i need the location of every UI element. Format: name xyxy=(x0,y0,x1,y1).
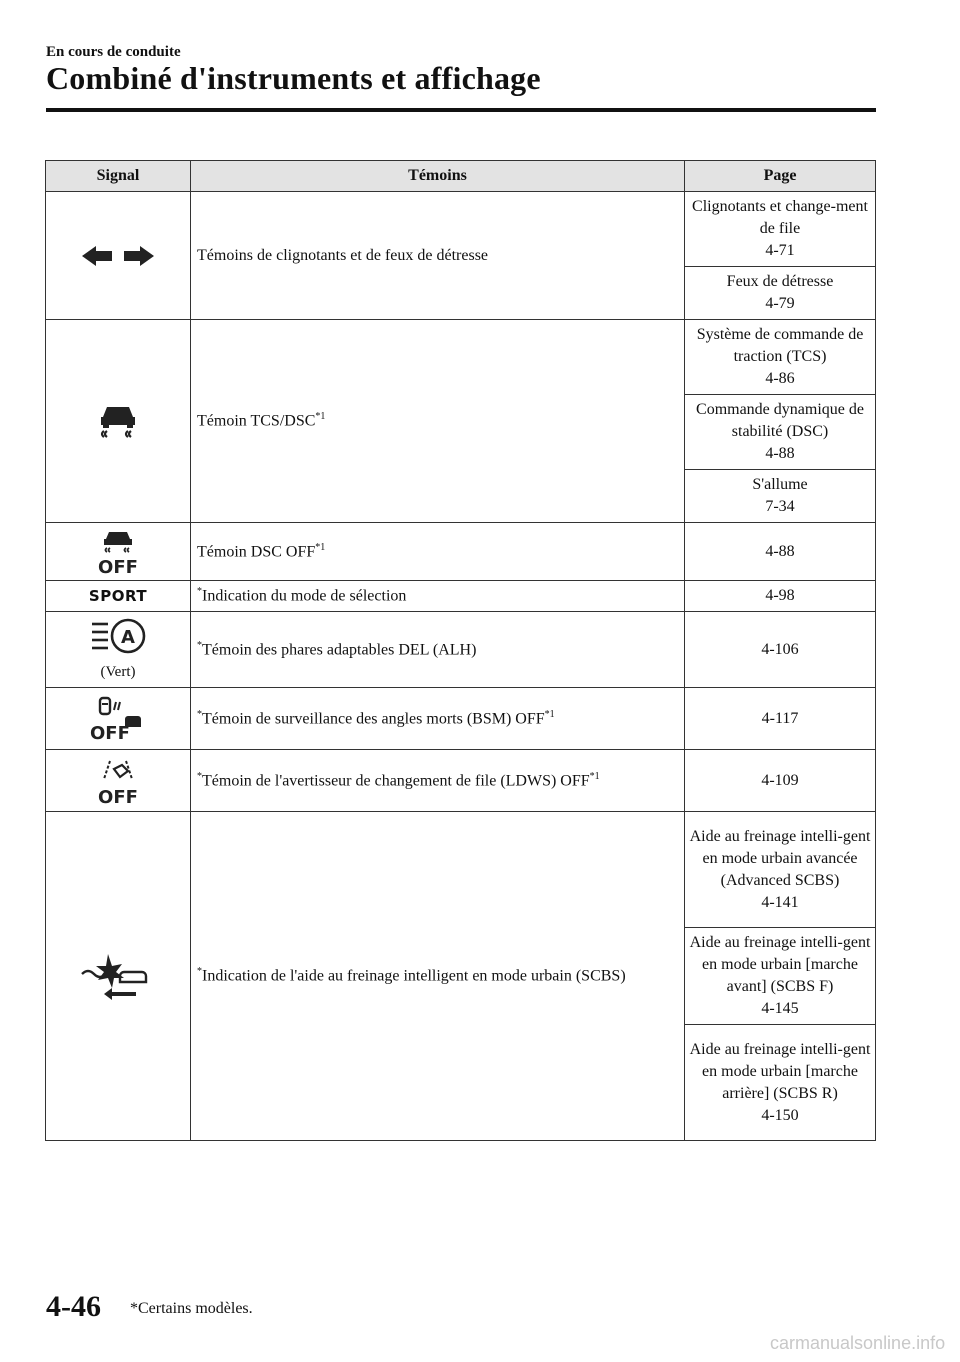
signal-cell xyxy=(46,320,191,523)
desc-cell xyxy=(191,612,685,688)
turn-signal-arrows-icon xyxy=(80,244,156,268)
off-label: OFF xyxy=(90,722,130,742)
off-label: OFF xyxy=(98,556,138,575)
page-ref: Clignotants et change-ment de file 4-71 xyxy=(685,192,876,267)
asterisk-mark: * xyxy=(197,586,202,598)
desc-cell xyxy=(191,192,685,320)
footnote: *Certains modèles. xyxy=(130,1300,253,1317)
page-ref: 4-98 xyxy=(685,581,876,612)
footnote-mark: *1 xyxy=(315,541,326,553)
page-ref: 4-106 xyxy=(685,612,876,688)
table-header-row xyxy=(46,161,876,192)
table-row xyxy=(46,320,876,395)
table-row xyxy=(46,812,876,928)
page-ref: 4-117 xyxy=(685,688,876,750)
row-desc: Témoin DSC OFF xyxy=(197,543,316,561)
ldws-off-icon xyxy=(90,757,146,805)
desc-cell xyxy=(191,581,685,612)
watermark: carmanualsonline.info xyxy=(770,1333,946,1353)
footnote-mark: *1 xyxy=(544,708,555,720)
alh-icon xyxy=(86,618,150,658)
row-desc: Témoin TCS/DSC xyxy=(197,412,316,430)
row-desc: Témoins de clignotants et de feux de détresse xyxy=(197,246,489,264)
signal-cell xyxy=(46,688,191,750)
row-desc: Indication de l'aide au freinage intelligent en mode urbain (SCBS) xyxy=(202,967,626,985)
col-signal: Signal xyxy=(46,161,191,192)
page-ref: Système de commande de traction (TCS) 4-86 xyxy=(685,320,876,395)
desc-cell xyxy=(191,523,685,581)
sport-icon: SPORT xyxy=(88,586,148,605)
page-ref: Aide au freinage intelli-gent en mode urbain [marche arrière] (SCBS R) 4-150 xyxy=(685,1025,876,1141)
signal-cell xyxy=(46,612,191,688)
asterisk-mark: * xyxy=(197,639,202,651)
page-ref: Aide au freinage intelli-gent en mode urbain [marche avant] (SCBS F) 4-145 xyxy=(685,928,876,1025)
page-title: Combiné d'instruments et affichage xyxy=(46,60,541,96)
table-row xyxy=(46,688,876,750)
asterisk-mark: * xyxy=(197,708,202,720)
signal-cell xyxy=(46,192,191,320)
dsc-off-icon xyxy=(90,529,146,575)
icon-caption: (Vert) xyxy=(100,664,136,680)
page-ref: 4-109 xyxy=(685,750,876,812)
signal-cell xyxy=(46,523,191,581)
off-label: OFF xyxy=(98,786,138,805)
page-ref: Commande dynamique de stabilité (DSC) 4-88 xyxy=(685,395,876,470)
table-row xyxy=(46,523,876,581)
row-desc: Témoin de l'avertisseur de changement de file (LDWS) OFF xyxy=(202,772,590,790)
tcs-dsc-icon xyxy=(93,401,143,441)
asterisk-mark: * xyxy=(197,770,202,782)
desc-cell xyxy=(191,320,685,523)
title-rule xyxy=(46,108,876,112)
table-row xyxy=(46,581,876,612)
row-desc: Témoin de surveillance des angles morts (BSM) OFF xyxy=(202,710,545,728)
alh-letter: A xyxy=(121,627,135,648)
col-page: Page xyxy=(685,161,876,192)
row-desc: Indication du mode de sélection xyxy=(202,587,407,605)
page-ref: S'allume 7-34 xyxy=(685,470,876,523)
desc-cell xyxy=(191,812,685,1141)
table-row xyxy=(46,612,876,688)
col-temoins: Témoins xyxy=(191,161,685,192)
indicator-table xyxy=(45,160,876,1141)
table-row xyxy=(46,192,876,267)
page-ref: Aide au freinage intelli-gent en mode urbain avancée (Advanced SCBS) 4-141 xyxy=(685,812,876,928)
table-row xyxy=(46,750,876,812)
signal-cell xyxy=(46,750,191,812)
scbs-icon xyxy=(78,952,158,1000)
page-ref: 4-88 xyxy=(685,523,876,581)
section-label: En cours de conduite xyxy=(46,44,181,60)
desc-cell xyxy=(191,750,685,812)
footnote-mark: *1 xyxy=(589,770,600,782)
signal-cell xyxy=(46,812,191,1141)
signal-cell xyxy=(46,581,191,612)
page-ref: Feux de détresse 4-79 xyxy=(685,267,876,320)
bsm-off-icon xyxy=(88,696,148,742)
footnote-mark: *1 xyxy=(315,411,326,423)
page-number: 4-46 xyxy=(46,1290,101,1323)
asterisk-mark: * xyxy=(197,966,202,978)
desc-cell xyxy=(191,688,685,750)
row-desc: Témoin des phares adaptables DEL (ALH) xyxy=(202,641,477,659)
